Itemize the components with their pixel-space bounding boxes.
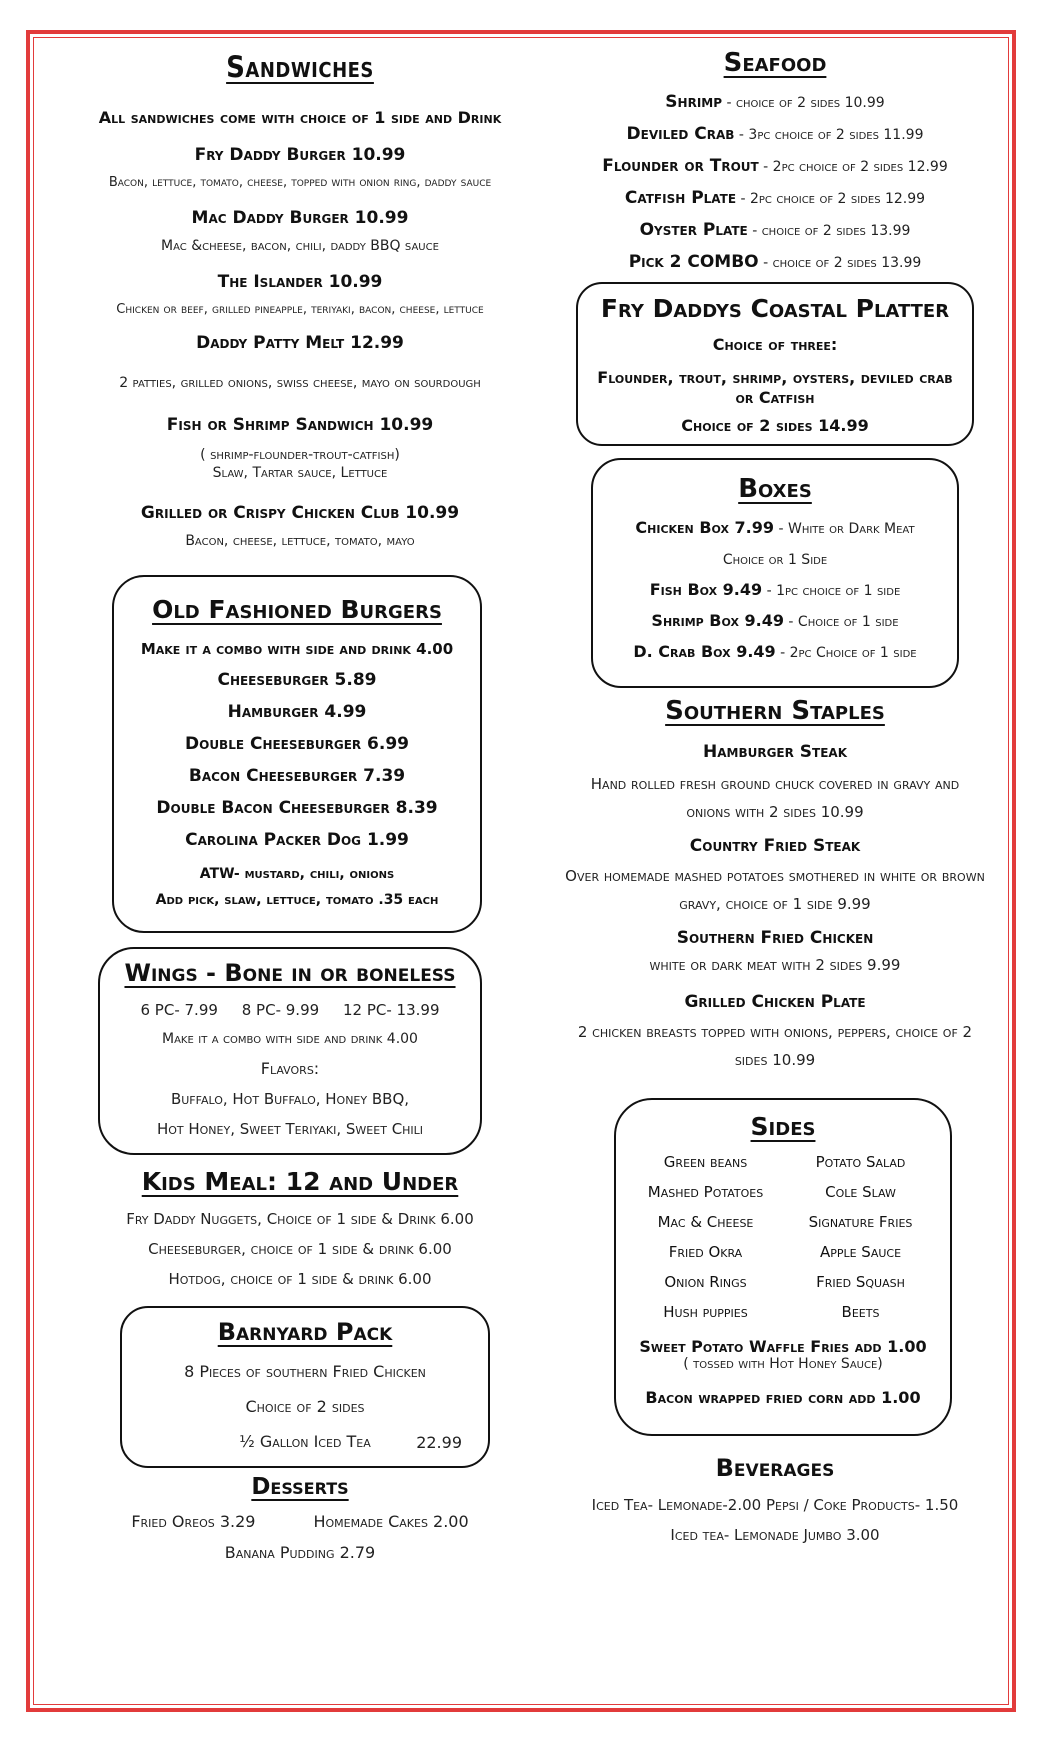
sides-grid xyxy=(628,1153,938,1321)
sandwich-desc: Bacon, cheese, lettuce, tomato, mayo xyxy=(185,533,415,549)
sandwich-name: The Islander 10.99 xyxy=(217,272,383,292)
sandwich-item xyxy=(60,145,540,190)
desserts-section xyxy=(60,1474,540,1562)
seafood-rest: - 3pc choice of 2 sides 11.99 xyxy=(734,127,924,143)
sandwich-name: Daddy Patty Melt 12.99 xyxy=(196,333,404,353)
barnyard-price: 22.99 xyxy=(416,1433,462,1452)
seafood-rest: - choice of 2 sides 10.99 xyxy=(722,95,885,111)
staple-desc: Over homemade mashed potatoes smothered in white or brown gravy, choice of 1 side 9.99 xyxy=(565,867,985,913)
kids-title: Kids Meal: 12 and Under xyxy=(141,1167,459,1196)
seafood-item xyxy=(560,92,990,112)
staple-name: Country Fried Steak xyxy=(689,836,861,856)
sandwich-name: Grilled or Crispy Chicken Club 10.99 xyxy=(140,503,460,523)
desserts-row xyxy=(60,1512,540,1531)
box-rest: - 2pc Choice of 1 side xyxy=(775,645,917,661)
platter-options: Flounder, trout, shrimp, oysters, deviled crab or Catfish xyxy=(597,368,953,407)
beverages-line-2: Iced tea- Lemonade Jumbo 3.00 xyxy=(670,1526,880,1544)
side-item: Potato Salad xyxy=(815,1153,906,1171)
wings-flavors-label: Flavors: xyxy=(260,1059,320,1078)
kids-section xyxy=(60,1167,540,1288)
kids-item: Fry Daddy Nuggets, Choice of 1 side & Drink 6.00 xyxy=(126,1210,474,1228)
burger-item: Cheeseburger 5.89 xyxy=(217,670,377,690)
sandwich-item xyxy=(60,503,540,549)
seafood-rest: - 2pc choice of 2 sides 12.99 xyxy=(758,159,948,175)
sides-extra-2: Bacon wrapped fried corn add 1.00 xyxy=(645,1388,921,1407)
box-rest: - White or Dark Meat xyxy=(774,521,915,537)
seafood-name: Shrimp xyxy=(665,92,723,112)
wings-title: Wings - Bone in or boneless xyxy=(124,959,456,987)
burgers-add: Add pick, slaw, lettuce, tomato .35 each xyxy=(155,892,439,908)
side-item: Hush puppies xyxy=(663,1303,748,1321)
seafood-rest: - choice of 2 sides 13.99 xyxy=(758,255,922,271)
side-item: Beets xyxy=(841,1303,880,1321)
box-rest: - Choice of 1 side xyxy=(783,614,899,630)
box-rest: - 1pc choice of 1 side xyxy=(762,583,901,599)
sandwich-name: Fish or Shrimp Sandwich 10.99 xyxy=(166,415,434,435)
platter-title: Fry Daddys Coastal Platter xyxy=(600,294,950,323)
burger-item: Double Bacon Cheeseburger 8.39 xyxy=(156,798,438,818)
seafood-name: Oyster Plate xyxy=(639,220,748,240)
sandwich-name: Mac Daddy Burger 10.99 xyxy=(191,208,409,228)
side-item: Fried Okra xyxy=(668,1243,743,1261)
burger-item: Double Cheeseburger 6.99 xyxy=(185,734,409,754)
side-item: Onion Rings xyxy=(664,1273,747,1291)
seafood-item xyxy=(560,188,990,208)
burger-item: Hamburger 4.99 xyxy=(227,702,367,722)
wings-box xyxy=(98,947,482,1155)
sides-extra-1-note: ( tossed with Hot Honey Sauce) xyxy=(683,1356,883,1372)
beverages-title: Beverages xyxy=(715,1454,835,1482)
staple-desc: 2 chicken breasts topped with onions, peppers, choice of 2 sides 10.99 xyxy=(577,1023,973,1069)
side-item: Green beans xyxy=(663,1153,748,1171)
seafood-item xyxy=(560,220,990,240)
sides-box xyxy=(614,1098,952,1436)
staple-desc: Hand rolled fresh ground chuck covered in gravy and onions with 2 sides 10.99 xyxy=(590,775,960,821)
seafood-name: Pick 2 COMBO xyxy=(628,252,759,272)
side-item: Fried Squash xyxy=(816,1273,905,1291)
seafood-section xyxy=(560,48,990,272)
right-column xyxy=(560,48,990,1544)
staple-desc: white or dark meat with 2 sides 9.99 xyxy=(649,956,901,974)
staple-name: Hamburger Steak xyxy=(702,742,847,762)
side-item: Signature Fries xyxy=(808,1213,913,1231)
box-item xyxy=(593,580,957,599)
barnyard-line-2: Choice of 2 sides xyxy=(245,1397,365,1416)
seafood-name: Catfish Plate xyxy=(624,188,737,208)
seafood-item xyxy=(560,124,990,144)
seafood-rest: - 2pc choice of 2 sides 12.99 xyxy=(736,191,926,207)
kids-item: Cheeseburger, choice of 1 side & drink 6.00 xyxy=(148,1240,452,1258)
sandwich-desc: Chicken or beef, grilled pineapple, teriyaki, bacon, cheese, lettuce xyxy=(116,302,484,317)
wings-combo: Make it a combo with side and drink 4.00 xyxy=(162,1031,418,1047)
side-item: Mashed Potatoes xyxy=(647,1183,764,1201)
sandwich-item xyxy=(60,415,540,481)
boxes-title: Boxes xyxy=(738,474,812,504)
desserts-title: Desserts xyxy=(251,1474,349,1500)
box-name: D. Crab Box 9.49 xyxy=(633,642,776,661)
barnyard-box xyxy=(120,1306,490,1468)
staples-section xyxy=(560,696,990,1074)
box-item xyxy=(593,642,957,661)
seafood-item xyxy=(560,252,990,272)
sandwich-name: Fry Daddy Burger 10.99 xyxy=(194,145,406,165)
seafood-title: Seafood xyxy=(723,48,827,78)
wings-prices: 6 PC- 7.99 8 PC- 9.99 12 PC- 13.99 xyxy=(140,1001,440,1019)
staples-title: Southern Staples xyxy=(665,696,885,726)
sandwiches-section xyxy=(60,50,540,549)
staple-name: Grilled Chicken Plate xyxy=(684,992,866,1012)
beverages-line-1: Iced Tea- Lemonade-2.00 Pepsi / Coke Products- 1.50 xyxy=(591,1496,959,1514)
sandwich-desc: ( shrimp-flounder-trout-catfish) xyxy=(200,447,400,463)
sandwich-desc-2: Slaw, Tartar sauce, Lettuce xyxy=(212,465,388,481)
seafood-name: Deviled Crab xyxy=(626,124,735,144)
box-name: Shrimp Box 9.49 xyxy=(651,611,784,630)
box-rest: Choice or 1 Side xyxy=(722,552,828,568)
box-name: Fish Box 9.49 xyxy=(649,580,763,599)
sides-extra-1: Sweet Potato Waffle Fries add 1.00 xyxy=(639,1337,927,1356)
staple-name: Southern Fried Chicken xyxy=(676,928,874,948)
sandwich-item xyxy=(60,333,540,391)
platter-box xyxy=(576,282,974,446)
barnyard-line-3: ½ Gallon Iced Tea xyxy=(239,1432,371,1451)
burger-item: Carolina Packer Dog 1.99 xyxy=(185,830,409,850)
seafood-rest: - choice of 2 sides 13.99 xyxy=(747,223,911,239)
burgers-box xyxy=(112,575,482,933)
dessert-item: Homemade Cakes 2.00 xyxy=(313,1512,469,1531)
kids-item: Hotdog, choice of 1 side & drink 6.00 xyxy=(168,1270,432,1288)
left-column xyxy=(60,50,540,1562)
burger-item: Bacon Cheeseburger 7.39 xyxy=(188,766,406,786)
seafood-item xyxy=(560,156,990,176)
sides-title: Sides xyxy=(750,1112,816,1141)
barnyard-line-1: 8 Pieces of southern Fried Chicken xyxy=(184,1362,426,1381)
burgers-title: Old Fashioned Burgers xyxy=(152,595,442,624)
burgers-atw: ATW- mustard, chili, onions xyxy=(199,866,395,882)
sandwiches-title: Sandwiches xyxy=(226,50,374,84)
beverages-section xyxy=(560,1454,990,1544)
burgers-combo: Make it a combo with side and drink 4.00 xyxy=(140,640,454,658)
platter-choice: Choice of three: xyxy=(712,335,838,354)
sandwich-desc: 2 patties, grilled onions, swiss cheese, mayo on sourdough xyxy=(119,375,481,391)
side-item: Apple Sauce xyxy=(819,1243,902,1261)
wings-flavors-1: Buffalo, Hot Buffalo, Honey BBQ, xyxy=(170,1090,410,1108)
side-item: Cole Slaw xyxy=(825,1183,896,1201)
sandwiches-note: All sandwiches come with choice of 1 side and Drink xyxy=(98,108,502,127)
dessert-item: Fried Oreos 3.29 xyxy=(131,1512,256,1531)
box-item xyxy=(593,611,957,630)
side-item: Mac & Cheese xyxy=(657,1213,754,1231)
sandwich-item xyxy=(60,208,540,254)
box-item xyxy=(593,518,957,537)
dessert-item: Banana Pudding 2.79 xyxy=(224,1543,376,1562)
platter-sides: Choice of 2 sides 14.99 xyxy=(681,416,869,435)
box-name: Chicken Box 7.99 xyxy=(635,518,775,537)
wings-flavors-2: Hot Honey, Sweet Teriyaki, Sweet Chili xyxy=(156,1120,424,1138)
boxes-box xyxy=(591,458,959,688)
sandwich-desc: Bacon, lettuce, tomato, cheese, topped with onion ring, daddy sauce xyxy=(108,175,492,190)
sandwich-desc: Mac &cheese, bacon, chili, daddy BBQ sauce xyxy=(161,238,439,254)
barnyard-title: Barnyard Pack xyxy=(217,1318,393,1346)
seafood-name: Flounder or Trout xyxy=(602,156,759,176)
box-item xyxy=(593,549,957,568)
sandwich-item xyxy=(60,272,540,317)
